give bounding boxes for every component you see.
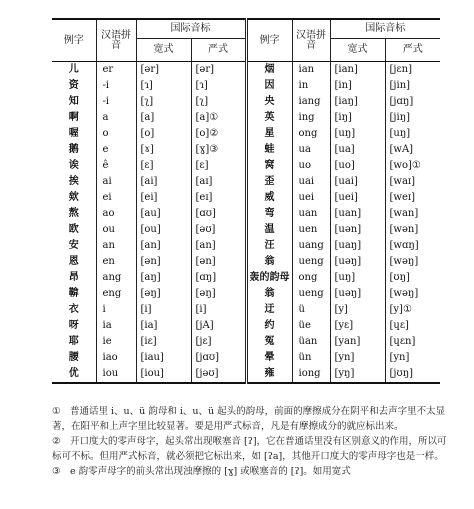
- table-row: [52, 222, 440, 238]
- ipa-narrow: [jɛ]: [195, 336, 212, 347]
- example-char: 翁: [246, 254, 292, 270]
- pinyin: ü: [292, 302, 330, 318]
- example-char: 窝: [246, 158, 292, 174]
- ipa-narrow: [ən]: [195, 256, 216, 267]
- table-row: [52, 94, 440, 110]
- ipa-broad: [uŋ]: [330, 126, 385, 142]
- ipa-broad: [aŋ]: [136, 270, 191, 286]
- example-char: 鞥: [52, 286, 96, 302]
- pinyin: üan: [292, 334, 330, 350]
- ipa-narrow: [ɑʊ]: [195, 208, 216, 219]
- footnote-3: [52, 464, 450, 479]
- example-char: 挨: [52, 174, 96, 190]
- footnote-text: 开口度大的零声母字，起头常出现喉塞音 [ʔ]，它在普通话里没有区别意义的作用，所以可标可不标。但用严式标音，就必须把它标出来，如 [ʔa]，其他开口度大的零声母字也是一样。: [52, 436, 447, 462]
- pinyin: ê: [96, 158, 136, 174]
- example-char: 温: [246, 222, 292, 238]
- table-row: [52, 126, 440, 142]
- header-narrow-left: 严式: [191, 39, 246, 62]
- ipa-narrow: [wo]①: [389, 160, 421, 171]
- pinyin: e: [96, 142, 136, 158]
- example-char: 儿: [52, 62, 96, 79]
- ipa-narrow: [i]: [195, 304, 207, 315]
- pinyin: er: [96, 62, 136, 79]
- ipa-narrow: [jin]: [389, 80, 411, 91]
- ipa-broad: [iaŋ]: [330, 94, 385, 110]
- example-char: 衣: [52, 302, 96, 318]
- footnote-marker: ②: [52, 436, 61, 447]
- pinyin: uai: [292, 174, 330, 190]
- example-char: 知: [52, 94, 96, 110]
- ipa-narrow: [ʅ]: [195, 96, 209, 107]
- ipa-narrow: [o]②: [195, 128, 219, 139]
- ipa-narrow: [əʊ]: [195, 224, 216, 235]
- ipa-broad: [uəŋ]: [330, 286, 385, 302]
- footnote-text: e 韵零声母字的前头常出现浊摩擦的 [ɣ] 或喉塞音的 [ʔ]。如用宽式: [70, 466, 351, 477]
- pinyin: ou: [96, 222, 136, 238]
- ipa-broad: [an]: [136, 238, 191, 254]
- ipa-broad: [ai]: [136, 174, 191, 190]
- example-char: 优: [52, 366, 96, 383]
- example-char: 威: [246, 190, 292, 206]
- ipa-narrow: [jəʊ]: [195, 368, 219, 379]
- pinyin: en: [96, 254, 136, 270]
- table-row: [52, 302, 440, 318]
- example-char: 雍: [246, 366, 292, 383]
- pinyin: -i: [96, 94, 136, 110]
- header-narrow-right: 严式: [385, 39, 440, 62]
- header-ipa-right: 国际音标: [330, 19, 440, 39]
- pinyin: ong: [292, 126, 330, 142]
- header-ipa-left: 国际音标: [136, 19, 246, 39]
- pinyin: eng: [96, 286, 136, 302]
- pinyin: ang: [96, 270, 136, 286]
- ipa-broad: [ʅ]: [136, 94, 191, 110]
- table-row: [52, 174, 440, 190]
- example-char: 耶: [52, 334, 96, 350]
- ipa-broad: [ua]: [330, 142, 385, 158]
- pinyin: in: [292, 78, 330, 94]
- example-char: 欧: [52, 222, 96, 238]
- pinyin: a: [96, 110, 136, 126]
- ipa-narrow: [uŋ]: [389, 128, 411, 139]
- ipa-narrow: [y]①: [389, 304, 412, 315]
- table-row: [52, 142, 440, 158]
- table-row: [52, 350, 440, 366]
- pinyin: ün: [292, 350, 330, 366]
- pinyin: ueng: [292, 286, 330, 302]
- ipa-broad: [in]: [330, 78, 385, 94]
- example-char: 英: [246, 110, 292, 126]
- ipa-broad: [iou]: [136, 366, 191, 383]
- pinyin: ei: [96, 190, 136, 206]
- ipa-narrow: [wA]: [389, 144, 414, 155]
- table-row: [52, 270, 440, 286]
- table-row: [52, 238, 440, 254]
- pinyin: ian: [292, 62, 330, 79]
- example-char: 腰: [52, 350, 96, 366]
- table-row: [52, 286, 440, 302]
- example-char: 歪: [246, 174, 292, 190]
- footnote-2: [52, 434, 450, 464]
- example-char: 烟: [246, 62, 292, 79]
- pinyin: iong: [292, 366, 330, 383]
- example-char: 昂: [52, 270, 96, 286]
- ipa-broad: [uai]: [330, 174, 385, 190]
- example-char: 翁: [246, 286, 292, 302]
- table-row: [52, 190, 440, 206]
- ipa-narrow: [an]: [195, 240, 216, 251]
- pinyin: i: [96, 302, 136, 318]
- pinyin: iao: [96, 350, 136, 366]
- header-char-right: 例字: [246, 19, 292, 62]
- table-row: [52, 254, 440, 270]
- header-pinyin-left: 汉语拼音: [96, 19, 136, 62]
- pinyin: uei: [292, 190, 330, 206]
- example-char: 鹅: [52, 142, 96, 158]
- pinyin: o: [96, 126, 136, 142]
- ipa-narrow: [wɑŋ]: [389, 240, 419, 251]
- example-char: 啊: [52, 110, 96, 126]
- table-row: [52, 334, 440, 350]
- example-char: 熬: [52, 206, 96, 222]
- ipa-narrow: [wəŋ]: [389, 256, 419, 267]
- table-row: [52, 110, 440, 126]
- example-char: 星: [246, 126, 292, 142]
- pinyin: uo: [292, 158, 330, 174]
- pinyin: an: [96, 238, 136, 254]
- ipa-narrow: [eɪ]: [195, 192, 213, 203]
- table-row: [52, 78, 440, 94]
- example-char: 弯: [246, 206, 292, 222]
- ipa-narrow: [jʊŋ]: [389, 368, 414, 379]
- ipa-broad: [uei]: [330, 190, 385, 206]
- pinyin: ing: [292, 110, 330, 126]
- pinyin: ao: [96, 206, 136, 222]
- ipa-broad: [uəŋ]: [330, 254, 385, 270]
- pinyin: iang: [292, 94, 330, 110]
- ipa-narrow: [ɑŋ]: [195, 272, 217, 283]
- ipa-broad: [ia]: [136, 318, 191, 334]
- pinyin: iou: [96, 366, 136, 383]
- pinyin: ua: [292, 142, 330, 158]
- ipa-broad: [ɛ]: [136, 158, 191, 174]
- ipa-narrow: [əŋ]: [195, 288, 216, 299]
- ipa-broad: [yŋ]: [330, 366, 385, 383]
- ipa-table: [52, 18, 440, 384]
- ipa-broad: [au]: [136, 206, 191, 222]
- ipa-narrow: [ɥɛn]: [389, 336, 416, 347]
- table-row: [52, 318, 440, 334]
- ipa-broad: [əŋ]: [136, 286, 191, 302]
- ipa-broad: [ər]: [136, 62, 191, 79]
- example-char: 冤: [246, 334, 292, 350]
- header-char-left: 例字: [52, 19, 96, 62]
- example-char: 诶: [52, 158, 96, 174]
- example-char: 安: [52, 238, 96, 254]
- example-char: 蛙: [246, 142, 292, 158]
- footnote-1: [52, 404, 450, 434]
- ipa-broad: [ian]: [330, 62, 385, 79]
- ipa-narrow: [jɛn]: [389, 64, 413, 75]
- table-body: [52, 62, 440, 384]
- pinyin: uang: [292, 238, 330, 254]
- ipa-broad: [ən]: [136, 254, 191, 270]
- ipa-narrow: [wan]: [389, 208, 419, 219]
- ipa-narrow: [wəŋ]: [389, 288, 419, 299]
- header-pinyin-right: 汉语拼音: [292, 19, 330, 62]
- ipa-broad: [yn]: [330, 350, 385, 366]
- ipa-broad: [uaŋ]: [330, 238, 385, 254]
- ipa-narrow: [ɿ]: [195, 80, 208, 91]
- pinyin: ong: [292, 270, 330, 286]
- pinyin: -i: [96, 78, 136, 94]
- ipa-narrow: [ər]: [195, 64, 215, 75]
- pinyin: ia: [96, 318, 136, 334]
- ipa-broad: [ɤ]: [136, 142, 191, 158]
- example-char: 喔: [52, 126, 96, 142]
- pinyin: ai: [96, 174, 136, 190]
- ipa-broad: [uŋ]: [330, 270, 385, 286]
- ipa-narrow: [jA]: [195, 320, 214, 331]
- ipa-broad: [yan]: [330, 334, 385, 350]
- example-char: 恩: [52, 254, 96, 270]
- footnotes: [52, 404, 450, 479]
- ipa-narrow: [waɪ]: [389, 176, 416, 187]
- pinyin: uen: [292, 222, 330, 238]
- example-char: 欸: [52, 190, 96, 206]
- example-char: 因: [246, 78, 292, 94]
- pinyin: üe: [292, 318, 330, 334]
- ipa-broad: [o]: [136, 126, 191, 142]
- ipa-narrow: [aɪ]: [195, 176, 213, 187]
- example-char: 迂: [246, 302, 292, 318]
- ipa-broad: [y]: [330, 302, 385, 318]
- ipa-narrow: [jɑʊ]: [195, 352, 220, 363]
- pinyin: uan: [292, 206, 330, 222]
- ipa-broad: [ei]: [136, 190, 191, 206]
- ipa-narrow: [a]①: [195, 112, 219, 123]
- pinyin: ie: [96, 334, 136, 350]
- ipa-narrow: [wən]: [389, 224, 419, 235]
- example-char: 约: [246, 318, 292, 334]
- ipa-narrow: [ɥɛ]: [389, 320, 409, 331]
- ipa-broad: [uo]: [330, 158, 385, 174]
- ipa-narrow: [ɣ]③: [195, 144, 219, 155]
- ipa-narrow: [ʊŋ]: [389, 272, 410, 283]
- example-char: 轰的韵母: [246, 270, 292, 286]
- table-row: [52, 158, 440, 174]
- ipa-broad: [i]: [136, 302, 191, 318]
- ipa-broad: [uan]: [330, 206, 385, 222]
- example-char: 呀: [52, 318, 96, 334]
- example-char: 晕: [246, 350, 292, 366]
- ipa-broad: [ɿ]: [136, 78, 191, 94]
- ipa-broad: [yɛ]: [330, 318, 385, 334]
- example-char: 资: [52, 78, 96, 94]
- example-char: 汪: [246, 238, 292, 254]
- header-broad-left: 宽式: [136, 39, 191, 62]
- ipa-broad: [a]: [136, 110, 191, 126]
- ipa-broad: [iau]: [136, 350, 191, 366]
- table-row: [52, 62, 440, 79]
- ipa-broad: [iɛ]: [136, 334, 191, 350]
- footnote-marker: ③: [52, 466, 61, 477]
- ipa-narrow: [yn]: [389, 352, 410, 363]
- header-broad-right: 宽式: [330, 39, 385, 62]
- ipa-narrow: [jiŋ]: [389, 112, 411, 123]
- table-row: [52, 206, 440, 222]
- ipa-narrow: [weɪ]: [389, 192, 415, 203]
- ipa-narrow: [jɑŋ]: [389, 96, 414, 107]
- footnote-text: 普通话里 i、u、ü 韵母和 i、u、ü 起头的韵母，前面的摩擦成分在阴平和去声字里不太显著，在阳平和上声字里比较显著。要是用严式标音，凡是有摩擦成分的就应标出来。: [52, 406, 446, 432]
- footnote-marker: ①: [52, 406, 61, 417]
- pinyin: ueng: [292, 254, 330, 270]
- ipa-broad: [ou]: [136, 222, 191, 238]
- ipa-narrow: [ɛ]: [195, 160, 209, 171]
- example-char: 央: [246, 94, 292, 110]
- ipa-broad: [iŋ]: [330, 110, 385, 126]
- table-header: [52, 19, 440, 62]
- table-row: [52, 366, 440, 383]
- ipa-broad: [uən]: [330, 222, 385, 238]
